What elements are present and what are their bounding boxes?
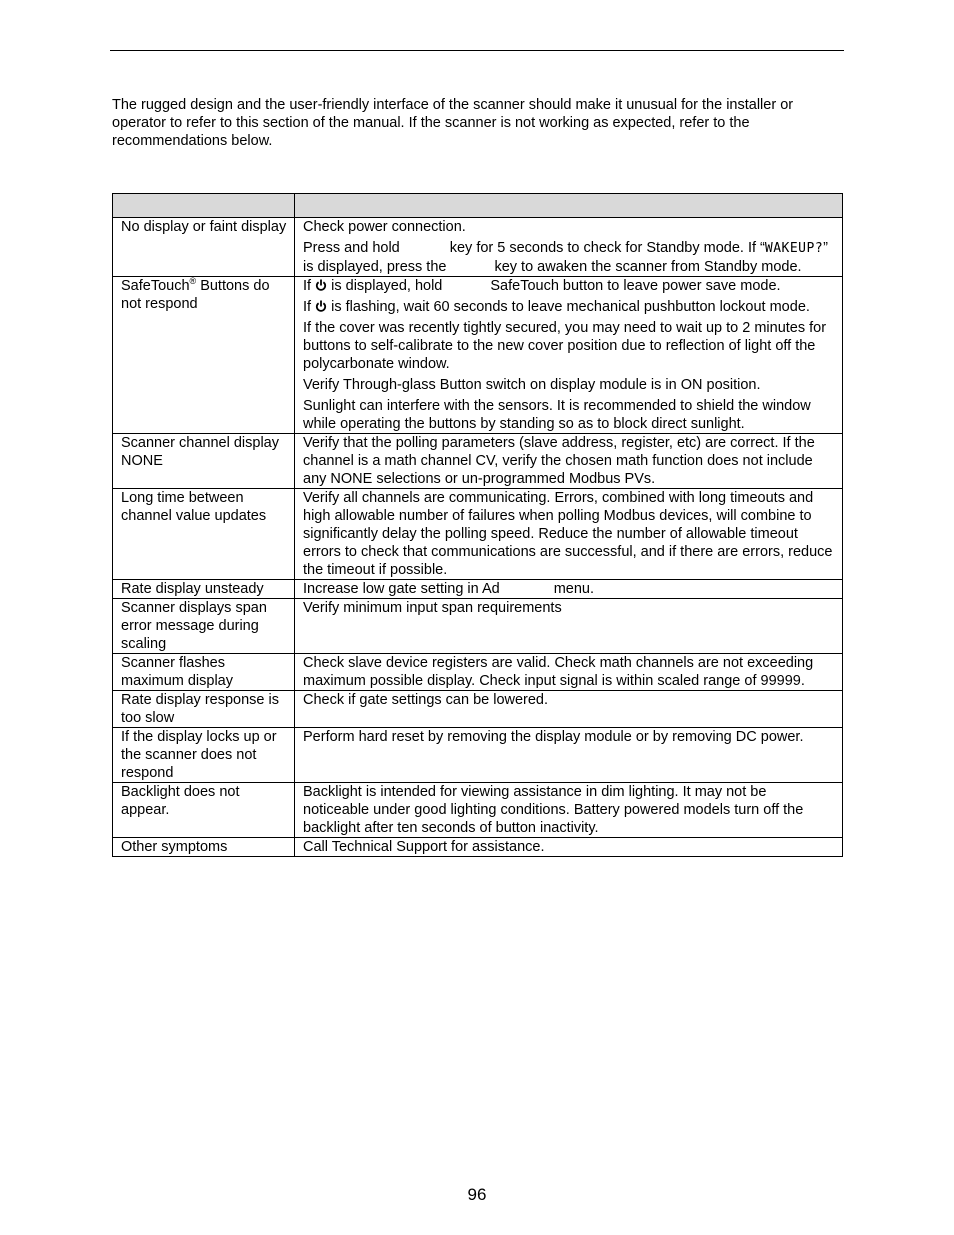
text-fragment: SafeTouch button to leave power save mode. <box>490 278 781 294</box>
symptom-cell: Scanner channel display NONE <box>113 434 295 489</box>
solution-line <box>303 239 836 276</box>
solution-line: Check slave device registers are valid. Check math channels are not exceeding maximum possible display. Check input signal is within scaled range of 99999. <box>303 655 814 689</box>
registered-mark: ® <box>189 276 197 287</box>
solution-line: Check if gate settings can be lowered. <box>303 692 549 708</box>
text-fragment: is flashing, wait 60 seconds to leave mechanical pushbutton lockout mode. <box>331 299 810 315</box>
intro-paragraph: The rugged design and the user-friendly interface of the scanner should make it unusual for the installer or operator to refer to this section of the manual. If the scanner is not working as expected, refer to the recommendations below. <box>112 97 794 149</box>
symptom-cell: Rate display unsteady <box>113 580 295 599</box>
power-icon <box>315 278 327 292</box>
table-row <box>113 654 843 691</box>
symptom-cell: Scanner flashes maximum display <box>113 654 295 691</box>
page-number: 96 <box>467 1185 487 1204</box>
solution-line: Verify minimum input span requirements <box>303 600 562 616</box>
solution-cell <box>295 691 843 728</box>
text-fragment: Press and hold <box>303 240 400 256</box>
solution-line <box>303 298 836 316</box>
solution-line: Perform hard reset by removing the display module or by removing DC power. <box>303 729 804 745</box>
table-row <box>113 691 843 728</box>
segment-display-text: WAKEUP? <box>764 241 824 256</box>
symptom-cell: Long time between channel value updates <box>113 489 295 580</box>
solution-cell <box>295 728 843 783</box>
table-row <box>113 838 843 857</box>
solution-cell <box>295 838 843 857</box>
solution-line: If the cover was recently tightly secured, you may need to wait up to 2 minutes for buttons to self-calibrate to the new cover position due to reflection of light off the polycarbonate window. <box>303 320 827 372</box>
text-fragment: Buttons do not respond <box>121 278 270 312</box>
symptom-cell: Backlight does not appear. <box>113 783 295 838</box>
text-fragment: key for 5 seconds to check for Standby mode. If “ <box>449 240 765 256</box>
header-action <box>295 194 843 218</box>
solution-cell <box>295 783 843 838</box>
header-rule <box>110 50 844 51</box>
table-row <box>113 783 843 838</box>
solution-cell <box>295 489 843 580</box>
solution-cell <box>295 599 843 654</box>
power-icon <box>315 299 327 313</box>
solution-cell <box>295 277 843 434</box>
text-fragment: is displayed, hold <box>331 278 443 294</box>
solution-cell <box>295 218 843 277</box>
table-row <box>113 277 843 434</box>
table-row <box>113 728 843 783</box>
symptom-cell <box>113 277 295 434</box>
text-fragment: ” is displayed, press the <box>303 240 829 275</box>
text-fragment: menu. <box>553 581 594 597</box>
table-header-row <box>113 194 843 218</box>
solution-line: Verify that the polling parameters (slave address, register, etc) are correct. If the channel is a math channel CV, verify the chosen math function does not include any NONE selections or un-programmed Modbus PVs. <box>303 435 815 487</box>
symptom-cell: If the display locks up or the scanner does not respond <box>113 728 295 783</box>
text-fragment: key to awaken the scanner from Standby mode. <box>494 259 802 275</box>
solution-line: Verify all channels are communicating. Errors, combined with long timeouts and high allowable number of failures when polling Modbus devices, will combine to significantly delay the polling speed. Reduce the number of allowable timeout errors to check that communications are successful, and if there are errors, reduce the timeout if possible. <box>303 490 833 578</box>
solution-line: Call Technical Support for assistance. <box>303 839 545 855</box>
solution-line: Check power connection. <box>303 219 466 235</box>
solution-cell <box>295 580 843 599</box>
table-row <box>113 434 843 489</box>
solution-cell <box>295 434 843 489</box>
table-row <box>113 489 843 580</box>
solution-line: Verify Through-glass Button switch on display module is in ON position. <box>303 377 761 393</box>
solution-line: Sunlight can interfere with the sensors. It is recommended to shield the window while operating the buttons by standing so as to block direct sunlight. <box>303 398 811 432</box>
solution-cell <box>295 654 843 691</box>
text-fragment: Increase low gate setting in Ad <box>303 581 500 597</box>
table-row <box>113 580 843 599</box>
symptom-cell: No display or faint display <box>113 218 295 277</box>
solution-line <box>303 580 836 598</box>
symptom-cell: Rate display response is too slow <box>113 691 295 728</box>
header-symptom <box>113 194 295 218</box>
troubleshooting-table <box>112 193 843 857</box>
table-row <box>113 599 843 654</box>
symptom-cell: Scanner displays span error message during scaling <box>113 599 295 654</box>
text-fragment: SafeTouch <box>121 278 190 294</box>
text-fragment: If <box>303 278 312 294</box>
solution-line: Backlight is intended for viewing assistance in dim lighting. It may not be noticeable under good lighting conditions. Battery powered models turn off the backlight after ten seconds of button inactivity. <box>303 784 804 836</box>
table-row <box>113 218 843 277</box>
solution-line <box>303 277 836 295</box>
text-fragment: If <box>303 299 312 315</box>
symptom-cell: Other symptoms <box>113 838 295 857</box>
